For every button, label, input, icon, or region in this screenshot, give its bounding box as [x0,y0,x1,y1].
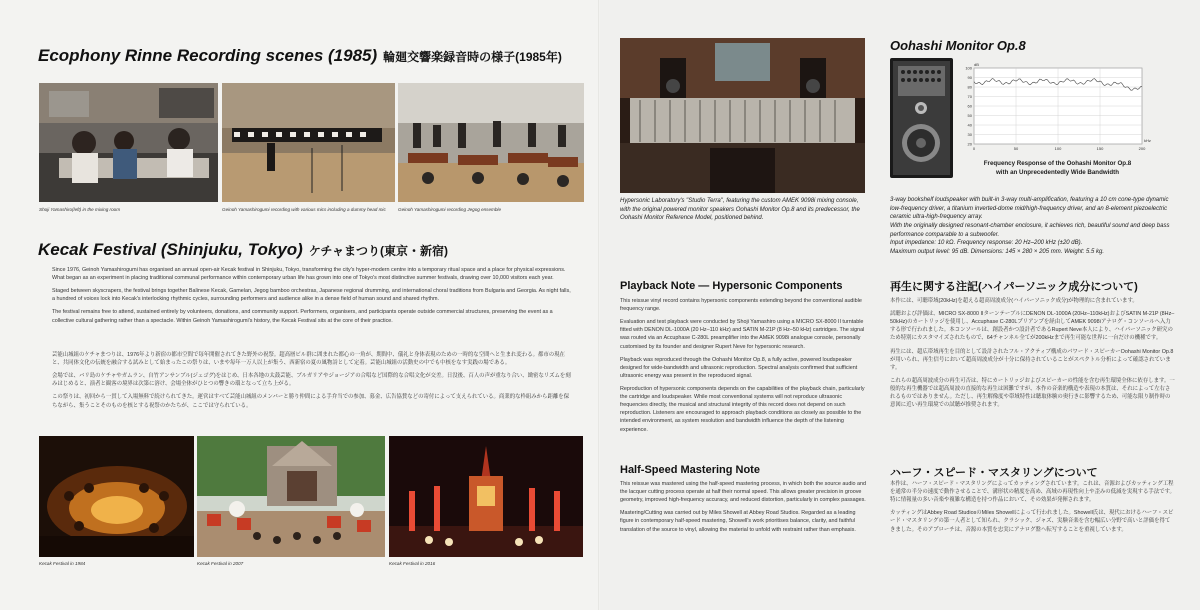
kecak-body-en [52,266,572,330]
kecak-paragraph-en: Staged between skyscrapers, the festival brings together Balinese Kecak, Gamelan, Jegog bamboo orchestras, Japanese regional drumming, and international choral traditions from Bulgaria and Georgia. As night falls, a hundred of voices lock into Kecak's interlocking rhythmic cycles, surrounding performers and audience alike in a dense field of human sound and shared rhythm. [52,288,571,303]
monitor-title: Oohashi Monitor Op.8 [890,38,1026,53]
caption-recording-choir: Geinoh Yamashirogumi recording with various mics including a dummy head mic [222,207,386,212]
frequency-response-graph [960,60,1155,155]
photo-kecak-2016 [389,436,583,557]
graph-x-tick: 50 [1013,146,1019,151]
right-page [600,0,1200,610]
graph-y-tick: 50 [967,113,972,118]
halfspeed-body [620,480,870,539]
halfspeed-paragraph: This reissue was mastered using the half-speed mastering process, in which both the source audio and the lacquer cutting process operate at half their normal speed. This allows greater precision in groove geometry, improved high-frequency accuracy, and reduced distortion, particularly in complex passages. [620,481,867,504]
graph-y-tick: 60 [967,103,972,109]
caption-kecak-2016: Kecak Festival in 2016 [389,561,436,566]
photo-kecak-2007 [197,436,385,557]
photo-jegog-ensemble [398,83,584,202]
halfspeed-jp-paragraph: 本作は、ハーフ・スピード・マスタリングによってカッティングされています。これは、音源およびカッティング工程を通常の半分の速度で動作させることで、溝形状の精度を高め、高域の再現性向上や歪みの低減を実現する手法です。特に情報量の多い音楽や複雑な構造を持つ作品において、その効果が発揮されます。 [890,481,1175,504]
spec-line: Maximum output level: 95 dB. Dimensions: 145 × 280 × 205 mm. Weight: 5.5 kg. [890,249,1104,256]
kecak-paragraph-jp: 会場では、バリ島のケチャやガムラン、自竹アンサンブル(ジェゴグ)をはじめ、日本各地の太鼓芸能、ブルガリアやジョージアの合唱など国際的な合唱文化が交差。日没後、百人の声が重なり合い、緻密なリズムを刻みはじめると、演者と観客の境界は次第に溶け、会場全体がひとつの響きの環となって立ち上がる。 [52,373,571,388]
caption-mixing-room: Shoji Yamashiro(left) in the mixing room [39,207,121,212]
graph-x-tick: 100 [1054,146,1062,151]
playback-jp-paragraph: 本作には、可聴帯域(20kHz)を超える超高周波成分(ハイパーソニック成分)が物理的に含まれています。 [890,298,1138,304]
graph-y-tick: 20 [967,141,972,147]
graph-caption-line1: Frequency Response of the Oohashi Monitor Op.8 [983,160,1132,167]
playback-title: Playback Note — Hypersonic Components [620,280,843,292]
frequency-response-plot [960,60,1155,155]
playback-paragraph: Evaluation and test playback were conducted by Shoji Yamashiro using a MICRO SX-8000 II turntable fitted with DENON DL-1000A (20 Hz–110 kHz) and SATIN M-21P (8 Hz–50 kHz) cartridges. The signal was routed via an Accuphase C-280L preamplifier into the AMEK 9098i analogue console, personally customised by its founder and designer Rupert Neve for hypersonic research. [620,319,865,350]
playback-jp-body [890,297,1175,414]
halfspeed-jp-body [890,480,1175,539]
kecak-section-title [38,240,448,260]
playback-body [620,297,870,439]
studio-terra-caption: Hypersonic Laboratory's "Studio Terra", featuring the custom AMEK 9098i mixing console, with the original powered monitor speakers Oohashi Monitor Op.8 and its predecessor, the Oohashi Monitor Reference Model, positioned behind. [620,198,860,222]
playback-jp-paragraph: これらの超高周波成分の再生可否は、特にカートリッジおよびスピーカーの性能を含む再生環境全体に依存します。一般的な再生機器では超高周波の直接的な再生は困難ですが、本作の音楽的構造や表現の本質は、それによって左右されるものではありません。ただし、再生解像度や帯域特性は聴取体験の奥行きに影響するため、可能な限り制作時の意図に近い再生環境での試聴が推奨されます。 [890,377,1175,409]
photo-oohashi-monitor [890,58,953,178]
caption-kecak-1984: Kecak Festival in 1984 [39,561,86,566]
halfspeed-paragraph: Mastering/Cutting was carried out by Miles Showell at Abbey Road Studios. Regarded as a leading figure in contemporary half-speed mastering, Showell's work prioritises balance, clarity, and faithful translation of the source to vinyl, allowing the material to unfold with restraint rather than emphasis. [620,510,856,533]
graph-x-tick: 0 [972,146,976,151]
spec-line: With the originally designed resonant-chamber enclosure, it achieves rich, beautiful sound and deep bass performance comparable to a subwoofer. [890,223,1170,238]
graph-y-tick: 80 [967,84,972,90]
graph-y-tick: 40 [967,122,972,128]
graph-y-tick: 100 [965,65,972,71]
spec-line: 3-way bookshelf loudspeaker with built-in 3-way multi-amplification, featuring a 10 cm cone-type dynamic low-frequency driver, a titanium inverted-dome mid/high-frequency driver, and an 8-element piezoelectric ceramic ultra-high-frequency array. [890,197,1169,221]
graph-x-unit: kHz [1144,138,1151,143]
kecak-body-jp [52,351,572,415]
photo-recording-choir [222,83,395,202]
recording-title-jp: 輪廻交響楽録音時の様子(1985年) [383,50,562,64]
playback-jp-paragraph: 再生には、超広帯域再生を目的として設計されたフル・アクティブ構成のパワード・スピーカーOohashi Monitor Op.8が用いられ、再生信号において超高周波成分が十分に保持されていることがスペクトル分析によって確認されています。 [890,348,1174,371]
graph-y-tick: 90 [967,75,972,80]
graph-caption [955,160,1160,177]
graph-caption-line2: with an Unprecedentedly Wide Bandwidth [995,168,1120,176]
halfspeed-jp-paragraph: カッティングはAbbey Road StudiosのMiles Showellによって行われました。Showell氏は、現代におけるハーフ・スピード・マスタリングの第一人者として知られ、クラシック、ジャズ、実験音楽を含む幅広い分野で高いと評価を得てきました。そのアプローチは、音源の本質を忠実にアナログ盤へ転写することを重視しています。 [890,510,1174,533]
playback-jp-paragraph: 試聴および評価は、MICRO SX-8000 IIターンテーブルにDENON DL-1000A (20Hz–110kHz)およびSATIN M-21P (8Hz–50kHz)のカートリッジを使用し、Accuphase C-280Lプリアンプを経由してAMEK 9098iアナログ・コンソールへ入力する形で行われました。本コンソールは、創設者かつ設計者であるRupert Neve本人により、ハイパーソニック研究のため特別にカスタマイズされたもので、64チャンネル全てが200kHzまで再生可能な世界に一台だけの機種です。 [890,311,1175,342]
graph-x-tick: 150 [1096,146,1104,151]
kecak-paragraph-en: The festival remains free to attend, sustained entirely by volunteers, donations, and community support. Performers, organisers, and participants operate outside commercial structures, preserving the event as a collective cultural gathering rather than a spectacle. Within Geinoh Yamashirogumi's history, the Kecak Festival sits at the core of their practice. [52,309,553,324]
spec-line: Input impedance: 10 kΩ. Frequency response: 20 Hz–200 kHz (±20 dB). [890,240,1083,247]
caption-jegog: Geinoh Yamashirogumi recording Jegog ensemble [398,207,501,212]
caption-kecak-2007: Kecak Festival in 2007 [197,561,244,566]
playback-paragraph: This reissue vinyl record contains hypersonic components extending beyond the conventional audible frequency range. [620,298,862,313]
graph-y-label: dB [974,62,979,67]
photo-kecak-1984 [39,436,194,557]
graph-x-tick: 200 [1138,146,1146,151]
monitor-spec [890,196,1180,257]
kecak-title-jp: ケチャまつり(東京・新宿) [308,244,448,258]
graph-y-tick: 30 [967,132,972,137]
kecak-paragraph-en: Since 1976, Geinoh Yamashirogumi has organised an annual open-air Kecak festival in Shinjuku, Tokyo, transforming the city's hyper-modern centre into a temporary ritual space and a place for physical expressions. What began as an experiment in placing traditional communal performance within contemporary urban life has grown into one of Tokyo's most distinctive summer festivals, drawing over 10,000 visitors each year. [52,267,566,282]
kecak-paragraph-jp: 芸能山城組のケチャまつりは、1976年より新宿の都市空間で毎年開催されてきた野外の祝祭。超高層ビル群に囲まれた都心の一角が、期間中、儀礼と身体表現のための一時的な空間へと生まれ変わる。都市の現在と、共同体文化の伝統を融合する試みとして始まったこの祭りは、いまや毎年一万人以上が集う、西新宿の夏の風物詩として定着。芸能山城組の活動史の中でも中核をなす実践の場である。 [52,352,565,367]
kecak-paragraph-jp: この祭りは、初回から一貫して入場無料で続けられてきた。運営はすべて芸能山城組のメンバーと勝り仲間による手弁当での参加、募金、広告協賛などの寄付によって支えられている。商業的な枠組みから距離を保ちながら、集うことそのものを核とする祝祭のかたちが、ここでは守られている。 [52,394,570,409]
halfspeed-jp-title: ハーフ・スピード・マスタリングについて [890,467,1098,479]
playback-jp-title: 再生に関する注記(ハイパーソニック成分について) [890,281,1138,293]
graph-y-tick: 70 [967,94,972,99]
photo-studio-terra [620,38,865,193]
halfspeed-title: Half-Speed Mastering Note [620,464,760,476]
photo-mixing-room [39,83,218,202]
playback-paragraph: Playback was reproduced through the Oohashi Monitor Op.8, a fully active, powered loudspeaker designed for wide-bandwidth and ultrasonic reproduction. Spectral analysis confirmed that sufficient ultrasonic energy was present in the reproduced signal. [620,356,858,379]
recording-section-title [38,46,562,66]
kecak-title-en: Kecak Festival (Shinjuku, Tokyo) [38,240,303,259]
recording-title-en: Ecophony Rinne Recording scenes (1985) [38,46,378,65]
playback-paragraph: Reproduction of hypersonic components depends on the capabilities of the playback chain, particularly the cartridge and loudspeaker. While most conventional systems will not reproduce ultrasonic frequencies directly, the musical and structural integrity of this record does not depend on such reproduction. Listeners are encouraged to approach playback conditions as closely as possible to the intended environment, as system resolution and bandwidth influence the depth of the listening experience. [620,385,865,433]
